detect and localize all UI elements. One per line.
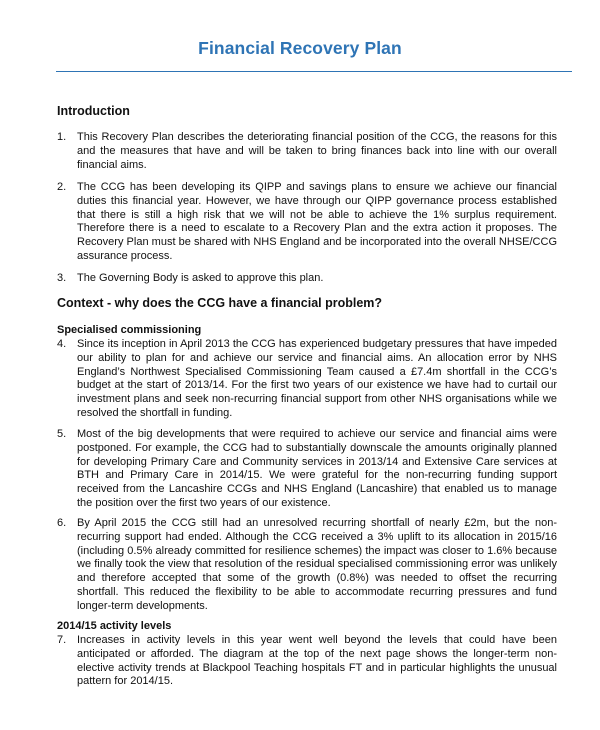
paragraph-text: The CCG has been developing its QIPP and savings plans to ensure we achieve our financial duties this financial year. However, we have through our QIPP governance process established that there is still a high risk that we will not be able to achieve the 1% surplus requirement. Therefore there is a need to escalate to a Recovery Plan and the extra action it proposes. The Recovery Plan must be shared with NHS England and be incorporated into the overall NHSE/CCG assurance process. <box>77 181 557 262</box>
document-title: Financial Recovery Plan <box>198 38 402 58</box>
paragraph-text: Most of the big developments that were required to achieve our service and financial aims were postponed. For example, the CCG had to substantially downscale the amounts originally planned for developing Primary Care and Community services in 2013/14 and Extensive Care services at BTH and Primary Care in 2014/15. We were grateful for the non-recurring funding support received from the Lancashire CCGs and NHS England (Lancashire) that enabled us to manage the position over the first two years of our existence. <box>77 428 557 509</box>
paragraph-number: 6. <box>57 517 67 529</box>
paragraph-number: 4. <box>57 338 67 350</box>
paragraph-text: The Governing Body is asked to approve this plan. <box>77 272 324 284</box>
paragraph-7 <box>57 634 557 689</box>
paragraph-1 <box>57 131 557 172</box>
paragraph-number: 7. <box>57 634 67 646</box>
paragraph-text: This Recovery Plan describes the deteriorating financial position of the CCG, the reasons for this and the measures that have and will be taken to bring finances back into line with our overall financial aims. <box>77 131 557 171</box>
title-divider <box>56 71 572 72</box>
paragraph-text: Increases in activity levels in this year went well beyond the levels that could have been anticipated or afforded. The diagram at the top of the next page shows the longer-term non-elective activity trends at Blackpool Teaching hospitals FT and in particular highlights the unusual pattern for 2014/15. <box>77 634 557 688</box>
paragraph-3 <box>57 272 557 286</box>
paragraph-number: 5. <box>57 428 67 440</box>
paragraph-6 <box>57 517 557 614</box>
paragraph-4 <box>57 338 557 421</box>
paragraph-2 <box>57 181 557 264</box>
specialised-commissioning-heading: Specialised commissioning <box>57 324 202 336</box>
paragraph-text: Since its inception in April 2013 the CCG has experienced budgetary pressures that have impeded our ability to plan for and achieve our service and financial aims. An allocation error by NHS England’s Northwest Specialised Commissioning Team caused a £7.4m shortfall in the CCG’s budget at the start of 2013/14. For the first two years of our existence we have had to curtail our investment plans and seek non-recurring financial support from other NHS organisations while we resolved the shortfall in funding. <box>77 338 557 419</box>
paragraph-number: 2. <box>57 181 67 193</box>
introduction-heading: Introduction <box>57 104 130 118</box>
paragraph-number: 1. <box>57 131 67 143</box>
context-heading: Context - why does the CCG have a financial problem? <box>57 296 383 310</box>
paragraph-number: 3. <box>57 272 67 284</box>
paragraph-5 <box>57 428 557 511</box>
paragraph-text: By April 2015 the CCG still had an unresolved recurring shortfall of nearly £2m, but the non-recurring support had ended. Although the CCG received a 3% uplift to its allocation in 2015/16 (including 0.5% already committed for resilience schemes) the impact was closer to 1.6% because we finally took the view that resolution of the residual specialised commissioning error was unlikely and therefore accepted that some of the growth (0.8%) was needed to offset the recurring shortfall. This reduced the flexibility to be able to accommodate recurring pressures and fund longer-term developments. <box>77 517 557 612</box>
activity-levels-heading: 2014/15 activity levels <box>57 620 172 632</box>
